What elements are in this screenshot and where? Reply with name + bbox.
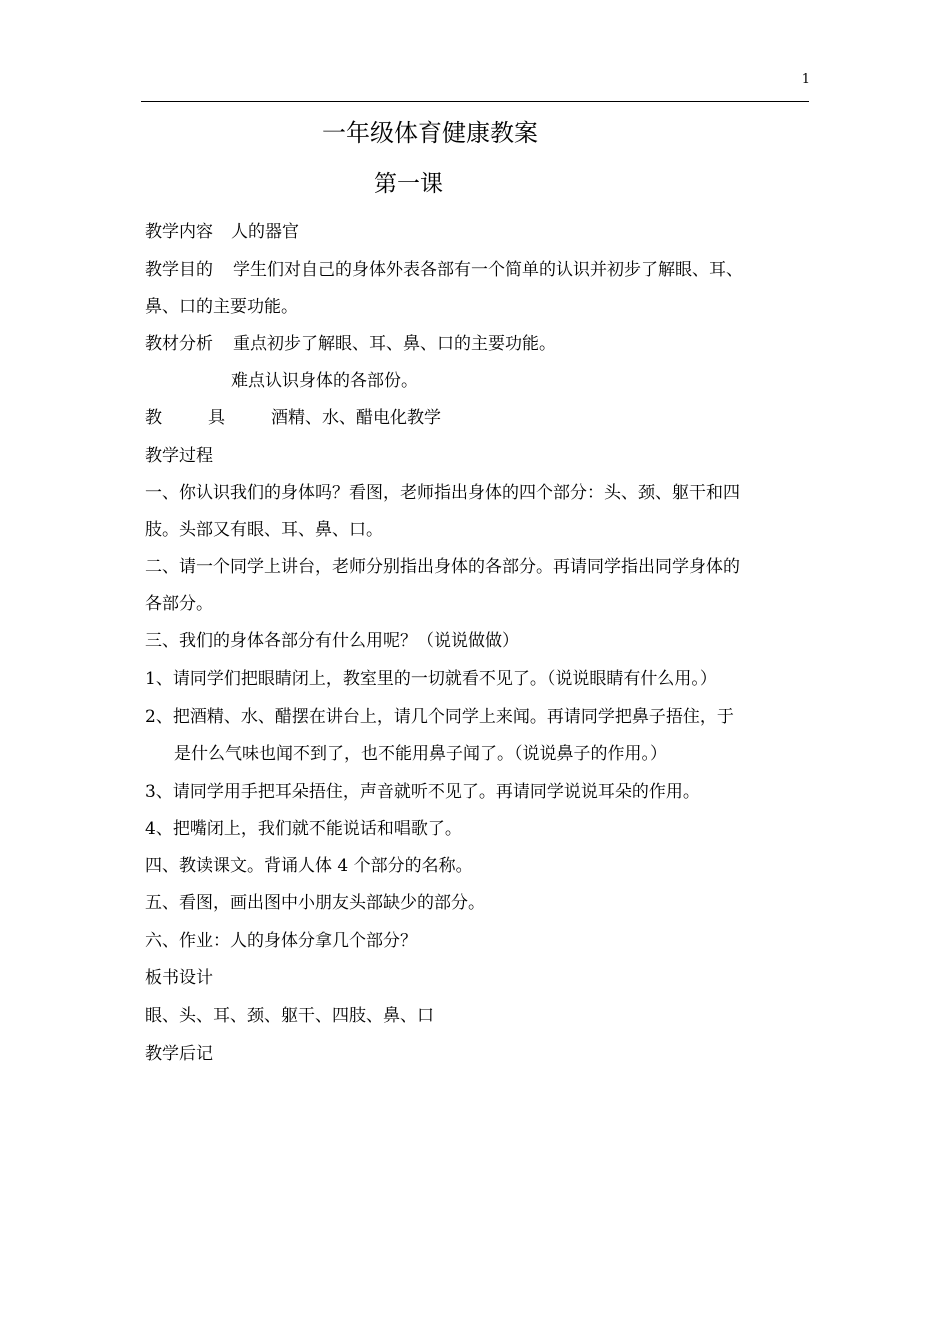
teaching-tools-label-2: 具 (208, 408, 225, 428)
teaching-process-heading: 教学过程 (145, 446, 213, 466)
process-step-3: 三、我们的身体各部分有什么用呢？（说说做做） (145, 631, 519, 651)
header-rule (141, 101, 809, 102)
process-step-2: 二、请一个同学上讲台，老师分别指出身体的各部分。再请同学指出同学身体的 (145, 557, 740, 577)
board-design-heading: 板书设计 (145, 968, 213, 988)
teaching-tools-label-1: 教 (145, 408, 162, 428)
sub-step-4: 4、把嘴闭上，我们就不能说话和唱歌了。 (145, 819, 462, 839)
lesson-title: 第一课 (374, 171, 443, 197)
teaching-goal-continued: 鼻、口的主要功能。 (145, 297, 298, 317)
sub-step-1: 1、请同学们把眼睛闭上，教室里的一切就看不见了。（说说眼睛有什么用。） (145, 669, 717, 689)
teaching-tools-line (145, 406, 441, 430)
page-number: 1 (801, 72, 810, 87)
teaching-reflection-heading: 教学后记 (145, 1044, 213, 1064)
sub-step-3: 3、请同学用手把耳朵捂住，声音就听不见了。再请同学说说耳朵的作用。 (145, 782, 700, 802)
process-step-2-continued: 各部分。 (145, 594, 213, 614)
teaching-tools-value: 酒精、水、醋电化教学 (271, 408, 441, 428)
teaching-content-label: 教学内容 (145, 222, 213, 242)
material-analysis-line (145, 332, 556, 356)
process-step-5: 五、看图，画出图中小朋友头部缺少的部分。 (145, 893, 485, 913)
teaching-goal-label: 教学目的 (145, 260, 213, 280)
sub-step-2: 2、把酒精、水、醋摆在讲台上，请几个同学上来闻。再请同学把鼻子捂住，于 (145, 707, 734, 727)
difficult-point-text: 难点认识身体的各部份。 (231, 371, 418, 391)
process-step-6: 六、作业：人的身体分拿几个部分？ (145, 931, 417, 951)
document-title: 一年级体育健康教案 (322, 119, 538, 147)
teaching-content-value: 人的器官 (231, 222, 299, 242)
material-analysis-label: 教材分析 (145, 334, 213, 354)
teaching-goal-value: 学生们对自己的身体外表各部有一个简单的认识并初步了解眼、耳、 (233, 260, 743, 280)
sub-step-2-continued: 是什么气味也闻不到了，也不能用鼻子闻了。（说说鼻子的作用。） (174, 744, 667, 764)
board-design-content: 眼、头、耳、颈、躯干、四肢、鼻、口 (145, 1006, 434, 1026)
process-step-1-continued: 肢。头部又有眼、耳、鼻、口。 (145, 520, 383, 540)
teaching-goal-line (145, 258, 743, 282)
key-point-text: 重点初步了解眼、耳、鼻、口的主要功能。 (233, 334, 556, 354)
teaching-content-line (145, 220, 299, 244)
process-step-4: 四、教读课文。背诵人体 4 个部分的名称。 (145, 856, 473, 876)
process-step-1: 一、你认识我们的身体吗？看图，老师指出身体的四个部分：头、颈、躯干和四 (145, 483, 740, 503)
